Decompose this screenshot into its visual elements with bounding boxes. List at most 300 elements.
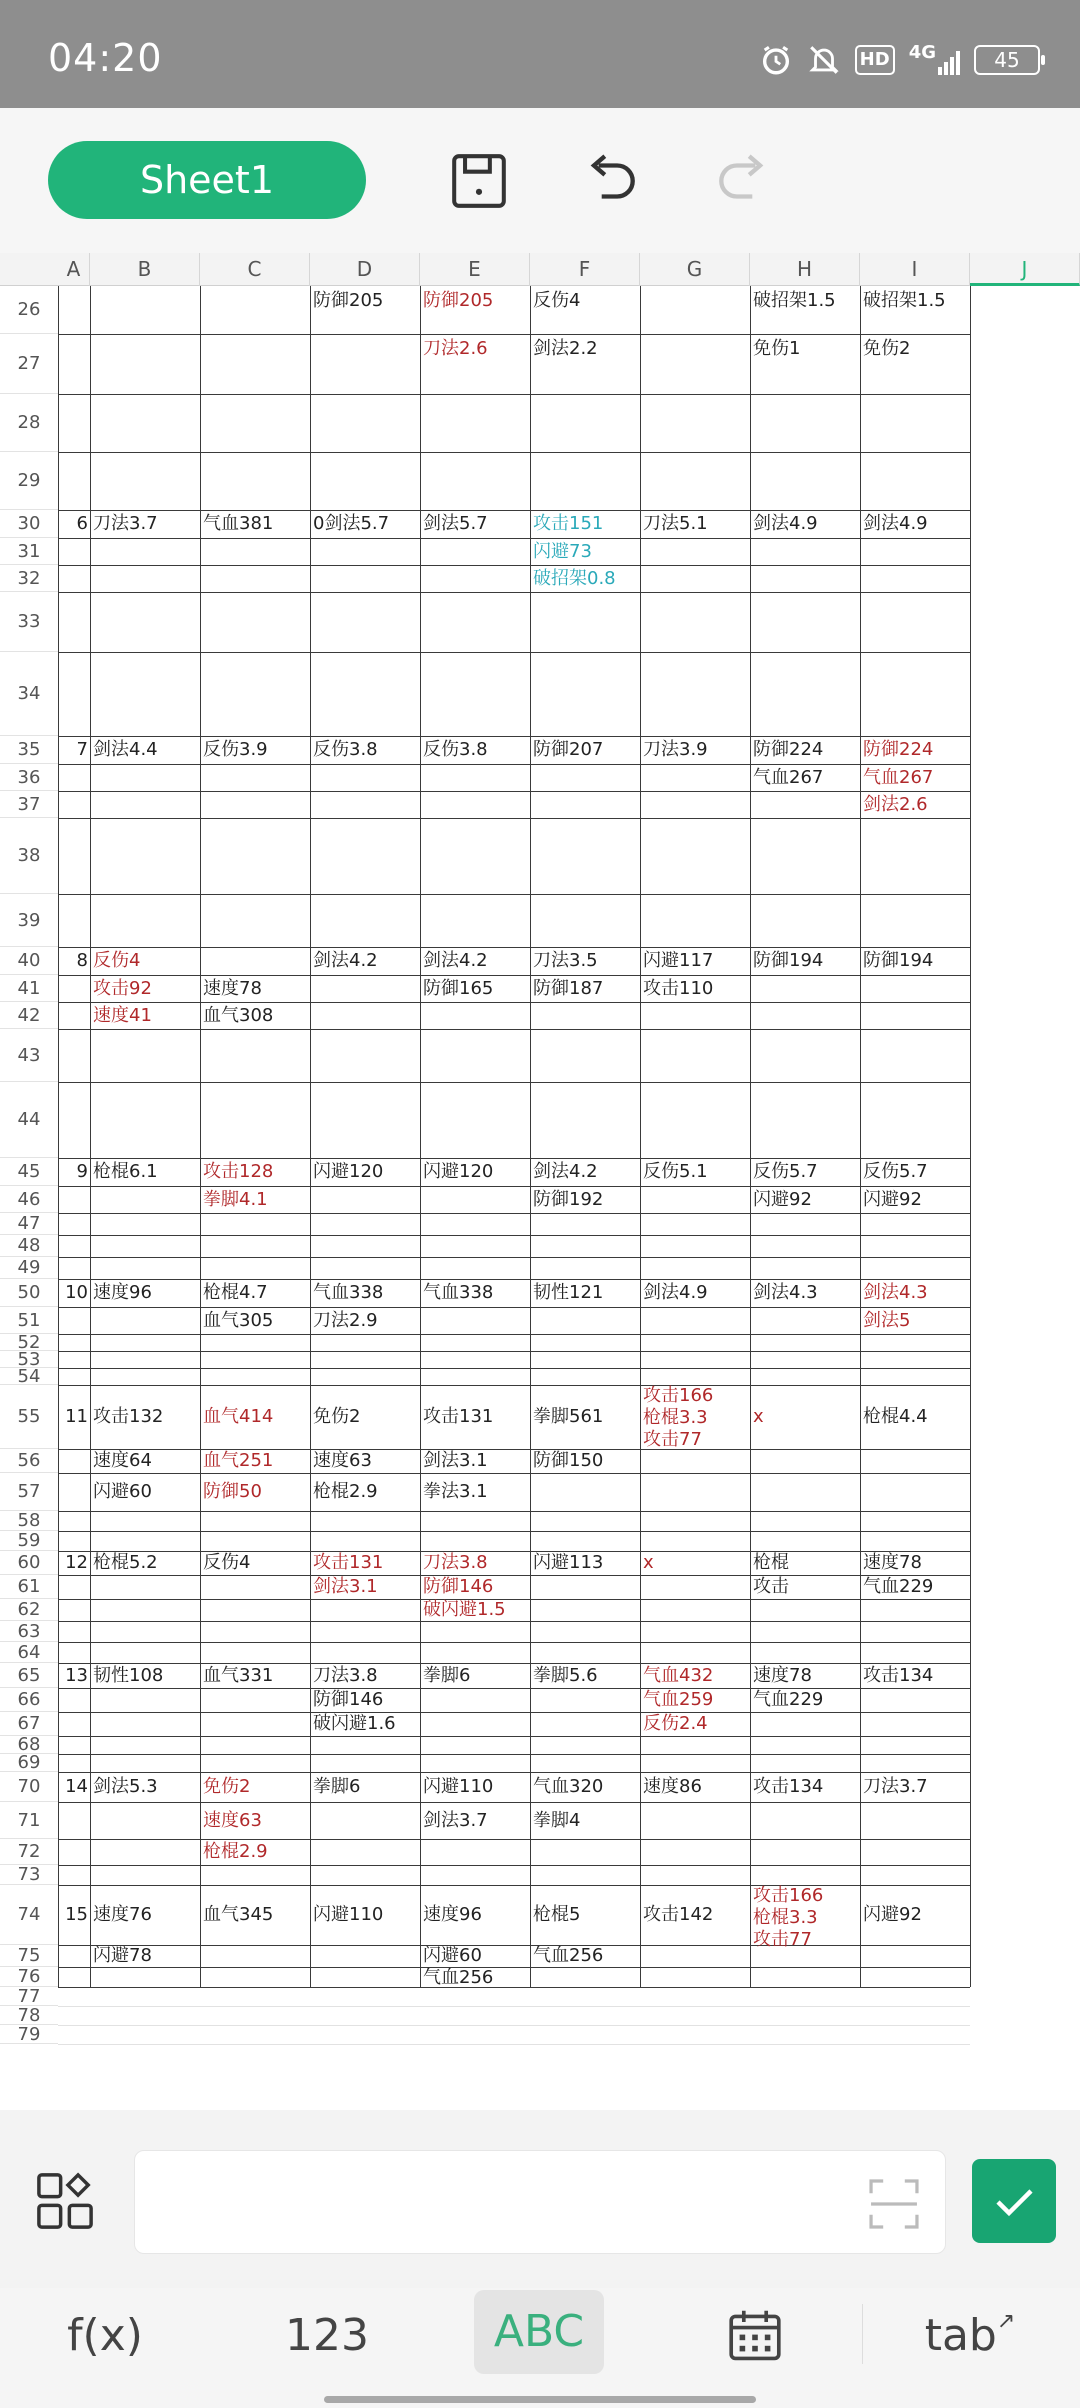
cell-c72[interactable]: 枪棍2.9 [203,1841,268,1862]
cell-b50[interactable]: 速度96 [93,1282,152,1303]
cell-b40[interactable]: 反伤4 [93,950,141,971]
cell-f46[interactable]: 防御192 [533,1188,604,1210]
cell-c74[interactable]: 血气345 [203,1904,274,1925]
cell-d50[interactable]: 气血338 [313,1282,384,1303]
cell-b42[interactable]: 速度41 [93,1004,152,1026]
grid-line [58,1082,970,1083]
cell-e70[interactable]: 闪避110 [423,1776,494,1797]
row-number: 36 [17,766,41,788]
row-header-43[interactable] [0,1029,58,1082]
cell-e74[interactable]: 速度96 [423,1904,482,1925]
grid-line [58,1642,970,1643]
row-header-70[interactable] [0,1772,58,1802]
row-header-71[interactable] [0,1802,58,1839]
row-header-59[interactable] [0,1531,58,1551]
cell-i61[interactable]: 气血229 [863,1576,934,1597]
cell-h45[interactable]: 反伤5.7 [753,1161,818,1182]
grid-line [58,592,970,593]
grid-line [58,1754,970,1755]
row-header-32[interactable] [0,565,58,592]
row-number: 71 [17,1809,41,1831]
row-header-36[interactable] [0,764,58,791]
cell-g40[interactable]: 闪避117 [643,950,714,971]
cell-h70[interactable]: 攻击134 [753,1776,824,1797]
battery-icon: 45 [974,45,1040,75]
input-bar [0,2110,1080,2288]
cell-c41[interactable]: 速度78 [203,977,262,999]
cell-d70[interactable]: 拳脚6 [313,1776,361,1797]
grid-line [58,286,59,1987]
row-header-72[interactable] [0,1839,58,1865]
cell-f31[interactable]: 闪避73 [533,540,592,562]
scan-icon[interactable] [867,2177,921,2231]
cell-h27[interactable]: 免伤1 [753,338,801,359]
cell-b55[interactable]: 攻击132 [93,1406,164,1427]
grid-line [58,1865,970,1866]
cell-g35[interactable]: 刀法3.9 [643,739,708,760]
row-header-50[interactable] [0,1279,58,1307]
row-header-29[interactable] [0,452,58,510]
row-number: 43 [17,1044,41,1066]
cell-h55[interactable]: x [753,1406,764,1427]
cell-a74[interactable]: 15 [65,1904,88,1925]
cell-e55[interactable]: 攻击131 [423,1406,494,1427]
row-header-39[interactable] [0,894,58,947]
row-number: 78 [17,2004,41,2026]
cell-d26[interactable]: 防御205 [313,290,384,311]
column-header-d[interactable]: D [310,253,420,286]
cell-d55[interactable]: 免伤2 [313,1406,361,1427]
cell-a55[interactable]: 11 [65,1406,88,1427]
cell-e35[interactable]: 反伤3.8 [423,739,488,760]
save-icon[interactable] [448,150,510,212]
cell-c56[interactable]: 血气251 [203,1450,274,1471]
row-number: 51 [17,1309,41,1331]
cell-b70[interactable]: 剑法5.3 [93,1776,158,1797]
row-header-47[interactable] [0,1213,58,1235]
cell-panel-icon[interactable] [36,2172,94,2230]
row-header-40[interactable] [0,947,58,975]
cell-e62[interactable]: 破闪避1.5 [423,1599,506,1620]
redo-icon[interactable] [712,150,774,212]
cell-b65[interactable]: 韧性108 [93,1664,164,1686]
cell-h30[interactable]: 剑法4.9 [753,513,818,534]
cell-i55[interactable]: 枪棍4.4 [863,1406,928,1427]
cell-f55[interactable]: 拳脚561 [533,1406,604,1427]
row-header-57[interactable] [0,1473,58,1511]
cell-g30[interactable]: 刀法5.1 [643,513,708,534]
cell-f45[interactable]: 剑法4.2 [533,1161,598,1182]
row-number: 75 [17,1945,41,1966]
cell-h36[interactable]: 气血267 [753,766,824,788]
cell-f40[interactable]: 刀法3.5 [533,950,598,971]
cell-a50[interactable]: 10 [65,1282,88,1303]
row-header-63[interactable] [0,1621,58,1642]
cell-e71[interactable]: 剑法3.7 [423,1809,488,1831]
row-number: 64 [17,1641,41,1663]
grid-line [58,1473,970,1474]
row-header-61[interactable] [0,1575,58,1599]
cell-e61[interactable]: 防御146 [423,1576,494,1597]
sheet-tab[interactable]: Sheet1 [48,141,366,219]
row-header-77[interactable] [0,1987,58,2006]
row-header-33[interactable] [0,592,58,652]
row-header-49[interactable] [0,1257,58,1279]
cell-f50[interactable]: 韧性121 [533,1282,604,1303]
cell-f32[interactable]: 破招架0.8 [533,567,616,589]
cell-g45[interactable]: 反伤5.1 [643,1161,708,1182]
cell-h61[interactable]: 攻击 [753,1576,789,1597]
grid-line [58,947,970,948]
cell-e75[interactable]: 闪避60 [423,1945,482,1966]
cell-a60[interactable]: 12 [65,1552,88,1573]
number-key[interactable]: 123 [285,2310,369,2361]
row-header-45[interactable] [0,1158,58,1186]
cell-g67[interactable]: 反伤2.4 [643,1713,708,1734]
row-number: 48 [17,1235,41,1256]
grid-line [58,652,970,653]
row-header-48[interactable] [0,1235,58,1257]
cell-h65[interactable]: 速度78 [753,1664,812,1686]
cell-c51[interactable]: 血气305 [203,1309,274,1331]
grid-line [58,1002,970,1003]
row-number: 33 [17,611,41,632]
row-number: 27 [17,353,41,374]
cell-e45[interactable]: 闪避120 [423,1161,494,1182]
cell-g74[interactable]: 攻击142 [643,1904,714,1925]
cell-e40[interactable]: 剑法4.2 [423,950,488,971]
column-header-e[interactable]: E [420,253,530,286]
row-header-42[interactable] [0,1002,58,1029]
cell-f30[interactable]: 攻击151 [533,513,604,534]
row-header-38[interactable] [0,818,58,894]
grid-line [58,1839,970,1840]
row-header-28[interactable] [0,394,58,452]
row-header-62[interactable] [0,1599,58,1621]
cell-d30[interactable]: 0剑法5.7 [313,513,390,534]
column-header-i[interactable]: I [860,253,970,286]
cell-i40[interactable]: 防御194 [863,950,934,971]
cell-d40[interactable]: 剑法4.2 [313,950,378,971]
cell-g41[interactable]: 攻击110 [643,977,714,999]
row-header-76[interactable] [0,1967,58,1987]
cell-c71[interactable]: 速度63 [203,1809,262,1831]
cell-d60[interactable]: 攻击131 [313,1552,384,1573]
cell-h46[interactable]: 闪避92 [753,1188,812,1210]
cell-b41[interactable]: 攻击92 [93,977,152,999]
cell-g65[interactable]: 气血432 [643,1664,714,1686]
cell-d66[interactable]: 防御146 [313,1689,384,1710]
row-number: 69 [17,1752,41,1773]
cell-f65[interactable]: 拳脚5.6 [533,1664,598,1686]
cell-f35[interactable]: 防御207 [533,739,604,760]
cell-g60[interactable]: x [643,1552,654,1573]
row-header-54[interactable] [0,1365,58,1387]
row-header-60[interactable] [0,1551,58,1575]
cell-c65[interactable]: 血气331 [203,1664,274,1686]
cell-a40[interactable]: 8 [76,950,88,971]
row-number: 49 [17,1257,41,1278]
row-number: 28 [17,412,41,433]
row-header-26[interactable] [0,286,58,334]
row-number: 53 [17,1348,41,1370]
cell-i65[interactable]: 攻击134 [863,1664,934,1686]
column-header-h[interactable]: H [750,253,860,286]
cell-i26[interactable]: 破招架1.5 [863,290,946,311]
cell-a65[interactable]: 13 [65,1664,88,1686]
confirm-button[interactable] [972,2159,1056,2243]
cell-c42[interactable]: 血气308 [203,1004,274,1026]
grid-line [58,1945,970,1946]
row-number: 72 [17,1841,41,1862]
column-header-c[interactable]: C [200,253,310,286]
cell-b57[interactable]: 闪避60 [93,1481,152,1502]
cell-f60[interactable]: 闪避113 [533,1552,604,1573]
cell-a70[interactable]: 14 [65,1776,88,1797]
cell-f74[interactable]: 枪棍5 [533,1904,581,1925]
row-header-64[interactable] [0,1642,58,1663]
cell-i45[interactable]: 反伤5.7 [863,1161,928,1182]
cell-i37[interactable]: 剑法2.6 [863,793,928,815]
cell-f56[interactable]: 防御150 [533,1450,604,1471]
row-number: 31 [17,540,41,562]
row-number: 39 [17,909,41,931]
grid-line [58,1987,970,1988]
row-number: 32 [17,567,41,589]
cell-b75[interactable]: 闪避78 [93,1945,152,1966]
cell-d65[interactable]: 刀法3.8 [313,1664,378,1686]
grid-line [58,1688,970,1689]
cell-e41[interactable]: 防御165 [423,977,494,999]
cell-c70[interactable]: 免伤2 [203,1776,251,1797]
cell-e57[interactable]: 拳法3.1 [423,1481,488,1502]
cell-d35[interactable]: 反伤3.8 [313,739,378,760]
cell-c46[interactable]: 拳脚4.1 [203,1188,268,1210]
row-header-30[interactable] [0,510,58,538]
row-header-37[interactable] [0,791,58,818]
column-header-j[interactable]: J [970,253,1080,286]
row-number: 55 [17,1406,41,1427]
row-number: 60 [17,1552,41,1573]
cell-i36[interactable]: 气血267 [863,766,934,788]
cell-f71[interactable]: 拳脚4 [533,1809,581,1831]
cell-b35[interactable]: 剑法4.4 [93,739,158,760]
row-number: 37 [17,793,41,815]
status-icons [759,42,1040,78]
cell-i70[interactable]: 刀法3.7 [863,1776,928,1797]
cell-f27[interactable]: 剑法2.2 [533,338,598,359]
row-header-35[interactable] [0,736,58,764]
row-header-44[interactable] [0,1082,58,1158]
cell-c60[interactable]: 反伤4 [203,1552,251,1573]
row-header-58[interactable] [0,1511,58,1531]
row-number: 77 [17,1985,41,2007]
row-number: 65 [17,1664,41,1686]
grid-line [58,764,970,765]
row-header-67[interactable] [0,1712,58,1736]
row-number: 56 [17,1450,41,1471]
cell-i46[interactable]: 闪避92 [863,1188,922,1210]
cell-c45[interactable]: 攻击128 [203,1161,274,1182]
row-number: 29 [17,470,41,491]
grid-line [58,1368,970,1369]
cell-d45[interactable]: 闪避120 [313,1161,384,1182]
cell-e50[interactable]: 气血338 [423,1282,494,1303]
cell-g70[interactable]: 速度86 [643,1776,702,1797]
cell-e30[interactable]: 剑法5.7 [423,513,488,534]
grid-line [58,894,970,895]
cell-d51[interactable]: 刀法2.9 [313,1309,378,1331]
grid-line [58,1158,970,1159]
grid-line [58,975,970,976]
cell-b56[interactable]: 速度64 [93,1450,152,1471]
grid-line [58,1257,970,1258]
cell-i27[interactable]: 免伤2 [863,338,911,359]
row-header-75[interactable] [0,1945,58,1967]
cell-f26[interactable]: 反伤4 [533,290,581,311]
cell-h50[interactable]: 剑法4.3 [753,1282,818,1303]
grid-line [58,818,970,819]
row-header-66[interactable] [0,1688,58,1712]
cell-c50[interactable]: 枪棍4.7 [203,1282,268,1303]
cell-a45[interactable]: 9 [76,1161,88,1182]
cell-g50[interactable]: 剑法4.9 [643,1282,708,1303]
cell-e65[interactable]: 拳脚6 [423,1664,471,1686]
status-bar [0,0,1080,108]
column-header-f[interactable]: F [530,253,640,286]
cell-d67[interactable]: 破闪避1.6 [313,1713,396,1734]
cell-h40[interactable]: 防御194 [753,950,824,971]
column-header-b[interactable]: B [90,253,200,286]
cell-e60[interactable]: 刀法3.8 [423,1552,488,1573]
row-header-56[interactable] [0,1449,58,1473]
cell-h35[interactable]: 防御224 [753,739,824,760]
row-number: 74 [17,1904,41,1925]
hd-icon: HD [855,45,895,75]
grid-line [58,1279,970,1280]
cell-g66[interactable]: 气血259 [643,1689,714,1710]
cell-a35[interactable]: 7 [76,739,88,760]
cell-b45[interactable]: 枪棍6.1 [93,1161,158,1182]
row-header-31[interactable] [0,538,58,565]
calendar-icon[interactable] [720,2308,790,2364]
row-header-74[interactable] [0,1885,58,1945]
cell-b60[interactable]: 枪棍5.2 [93,1552,158,1573]
row-number: 30 [17,513,41,534]
row-number: 42 [17,1004,41,1026]
cell-f70[interactable]: 气血320 [533,1776,604,1797]
row-number: 46 [17,1188,41,1210]
grid-line [58,1736,970,1737]
row-header-27[interactable] [0,334,58,394]
cell-h26[interactable]: 破招架1.5 [753,290,836,311]
network-label: 4G [908,42,936,63]
grid-line [58,1351,970,1352]
cell-d74[interactable]: 闪避110 [313,1904,384,1925]
grid-line [58,452,970,453]
cell-d61[interactable]: 剑法3.1 [313,1576,378,1597]
grid-line [970,286,971,1987]
abc-key[interactable]: ABC [474,2290,604,2374]
cell-a30[interactable]: 6 [76,513,88,534]
cell-i60[interactable]: 速度78 [863,1552,922,1573]
function-key[interactable]: f(x) [67,2310,143,2361]
grid-line [58,1235,970,1236]
row-number: 47 [17,1213,41,1234]
cell-f75[interactable]: 气血256 [533,1945,604,1966]
grid-line [58,1802,970,1803]
grid-line [58,1213,970,1214]
row-number: 45 [17,1161,41,1182]
cell-e27[interactable]: 刀法2.6 [423,338,488,359]
cell-c55[interactable]: 血气414 [203,1406,274,1427]
cell-c30[interactable]: 气血381 [203,513,274,534]
grid-line [58,1885,970,1886]
cell-b30[interactable]: 刀法3.7 [93,513,158,534]
row-number: 63 [17,1620,41,1642]
row-number: 35 [17,739,41,760]
tab-key[interactable] [910,2288,1030,2384]
grid-line [58,1531,970,1532]
grid-line [58,1551,970,1552]
cell-h60[interactable]: 枪棍 [753,1552,789,1573]
row-header-51[interactable] [0,1307,58,1334]
row-header-55[interactable] [0,1385,58,1449]
grid-line [750,286,751,1987]
cell-f41[interactable]: 防御187 [533,977,604,999]
spreadsheet-grid[interactable] [0,253,1080,2110]
row-header-69[interactable] [0,1754,58,1772]
cell-i35[interactable]: 防御224 [863,739,934,760]
grid-line [58,1449,970,1450]
row-header-73[interactable] [0,1865,58,1885]
cell-e76[interactable]: 气血256 [423,1967,494,1988]
home-indicator[interactable] [324,2396,756,2403]
formula-input[interactable] [134,2150,946,2254]
column-header-a[interactable]: A [58,253,90,286]
row-header-41[interactable] [0,975,58,1002]
row-header-65[interactable] [0,1663,58,1688]
cell-c57[interactable]: 防御50 [203,1481,262,1502]
row-number: 68 [17,1734,41,1755]
column-header-g[interactable]: G [640,253,750,286]
cell-h74[interactable]: 攻击166 枪棍3.3 攻击77 [753,1885,824,1950]
cell-c35[interactable]: 反伤3.9 [203,739,268,760]
row-header-46[interactable] [0,1186,58,1213]
cell-e26[interactable]: 防御205 [423,290,494,311]
cell-i30[interactable]: 剑法4.9 [863,513,928,534]
row-number: 76 [17,1966,41,1987]
cell-d56[interactable]: 速度63 [313,1450,372,1471]
cell-d57[interactable]: 枪棍2.9 [313,1481,378,1502]
row-header-34[interactable] [0,652,58,736]
grid-line [90,286,91,1987]
cell-g55[interactable]: 攻击166 枪棍3.3 攻击77 [643,1385,714,1450]
cell-h66[interactable]: 气血229 [753,1689,824,1710]
cell-i74[interactable]: 闪避92 [863,1904,922,1925]
row-header-79[interactable] [0,2025,58,2044]
keyboard-toolbar [0,2288,1080,2408]
cell-e56[interactable]: 剑法3.1 [423,1450,488,1471]
row-header-78[interactable] [0,2006,58,2025]
column-header [0,253,1080,286]
cell-i51[interactable]: 剑法5 [863,1309,911,1331]
row-number: 62 [17,1599,41,1620]
cell-i50[interactable]: 剑法4.3 [863,1282,928,1303]
cell-b74[interactable]: 速度76 [93,1904,152,1925]
undo-icon[interactable] [580,150,642,212]
row-number: 79 [17,2023,41,2045]
